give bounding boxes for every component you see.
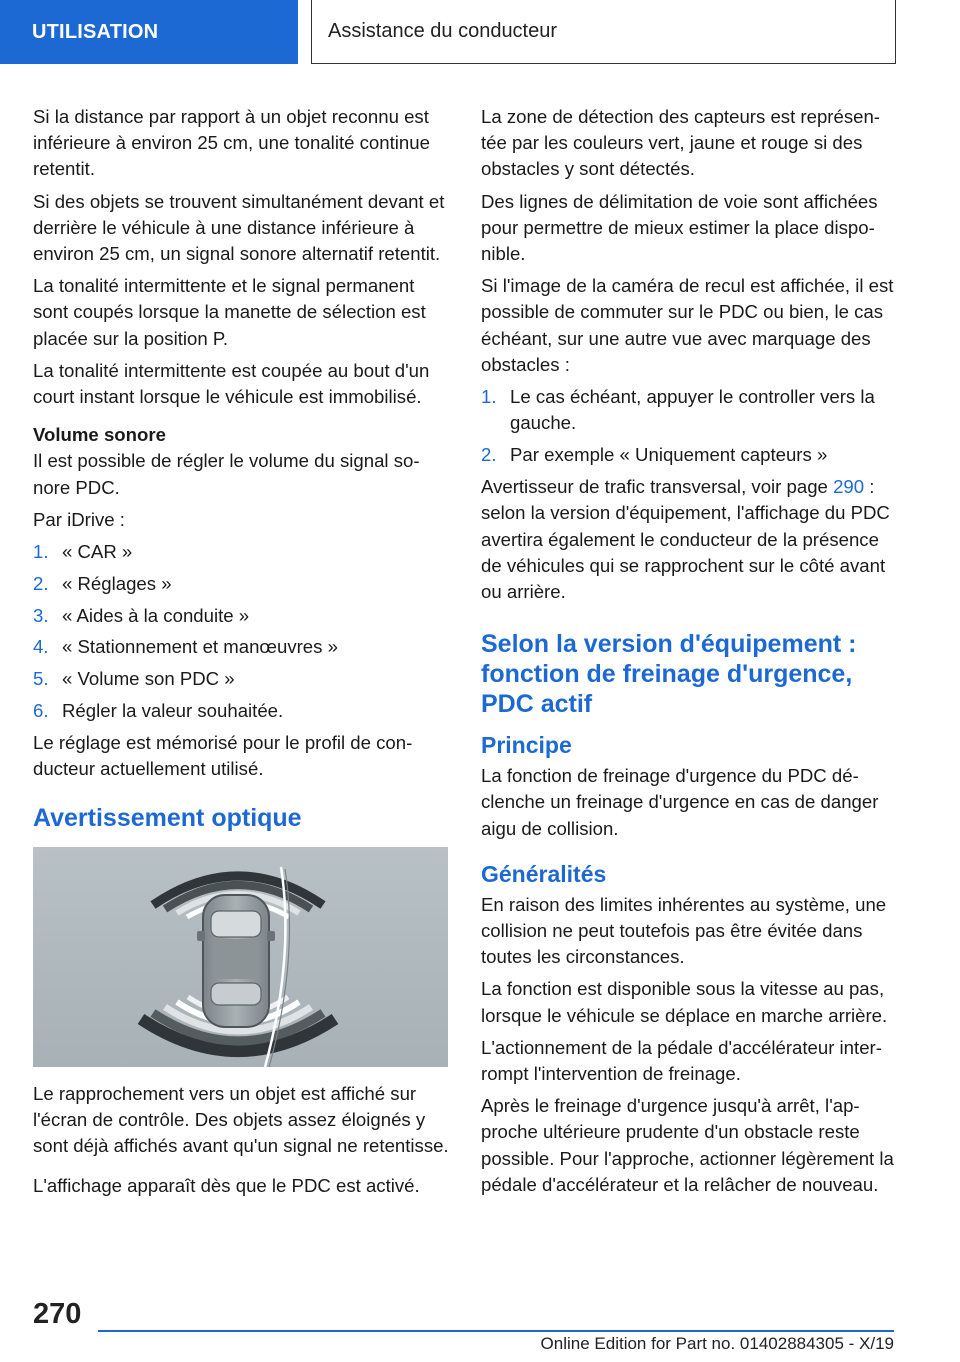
step-text: Régler la valeur souhaitée.	[62, 700, 284, 722]
step-number: 5.	[33, 668, 49, 690]
step-text: « CAR »	[62, 541, 133, 563]
cross-traffic-text-end: : selon la version d'équipement, l'affichage du PDC avertira également le conducteur de la présence de véhicules qui se rapprochent sur le côté avant ou arrière.	[481, 476, 890, 603]
footer-divider	[98, 1330, 894, 1332]
step-text: « Réglages »	[62, 572, 172, 594]
list-item	[33, 634, 449, 660]
step-number: 2.	[33, 572, 49, 594]
step-number: 4.	[33, 636, 49, 658]
paragraph: Après le freinage d'urgence jusqu'à arrêt, l'approche ultérieure prudente d'un obstacle reste possible. Pour l'approche, actionner légèrement la pédale d'accélérateur et la relâcher de nouveau.	[481, 1095, 894, 1195]
optical-warning-heading: Avertissement optique	[33, 803, 302, 832]
cross-traffic-paragraph	[481, 474, 897, 605]
idrive-intro: Par iDrive :	[33, 508, 125, 530]
step-text: Le cas échéant, appuyer le controller vers la gauche.	[510, 386, 875, 434]
step-text: « Stationnement et manœuvres »	[62, 636, 338, 658]
step-text: « Volume son PDC »	[62, 668, 235, 690]
paragraph: En raison des limites inhérentes au système, une collision ne peut toutefois pas être évitée dans toutes les circonstances.	[481, 893, 887, 968]
idrive-steps	[33, 539, 449, 724]
paragraph: Si la distance par rapport à un objet reconnu est inférieure à environ 25 cm, une tonalité continue retentit.	[33, 106, 430, 180]
paragraph: Si des objets se trouvent simultanément devant et derrière le véhicule à une distance inférieure à environ 25 cm, un signal sonore alternatif retentit.	[33, 190, 445, 265]
page-link[interactable]: 290	[833, 476, 865, 498]
principle-heading: Principe	[481, 732, 572, 759]
step-number: 3.	[33, 604, 49, 626]
paragraph: La tonalité intermittente est coupée au bout d'un court instant lorsque le véhicule est immobilisé.	[33, 359, 430, 408]
paragraph: La fonction est disponible sous la vitesse au pas, lorsque le véhicule se déplace en marche arrière.	[481, 978, 888, 1026]
left-column	[33, 104, 449, 1205]
edition-note: Online Edition for Part no. 01402884305 - X/19	[540, 1334, 894, 1353]
paragraph: La zone de détection des capteurs est représentée par les couleurs vert, jaune et rouge si des obstacles y sont détectés.	[481, 106, 880, 180]
paragraph: L'actionnement de la pédale d'accélérateur interrompt l'intervention de freinage.	[481, 1036, 882, 1085]
list-item	[33, 571, 449, 597]
right-column	[481, 104, 897, 1204]
step-number: 1.	[481, 386, 497, 408]
list-item	[481, 384, 897, 436]
camera-steps	[481, 384, 897, 468]
paragraph: Si l'image de la caméra de recul est affichée, il est possible de commuter sur le PDC ou bien, le cas échéant, sur une autre vue avec marquage des obstacles :	[481, 275, 894, 375]
step-text: Par exemple « Uniquement capteurs »	[510, 444, 828, 466]
section-heading: Selon la version d'équipement : fonction de freinage d'urgence, PDC actif	[481, 630, 857, 719]
page-header	[0, 0, 960, 66]
pdc-display-illustration	[33, 847, 448, 1067]
volume-heading: Volume sonore	[33, 424, 166, 446]
paragraph: Le réglage est mémorisé pour le profil de conducteur actuellement utilisé.	[33, 732, 413, 780]
section-tab: UTILISATION	[0, 0, 298, 64]
paragraph: L'affichage apparaît dès que le PDC est activé.	[33, 1175, 420, 1197]
paragraph: Des lignes de délimitation de voie sont affichées pour permettre de mieux estimer la place disponible.	[481, 190, 878, 265]
step-number: 6.	[33, 700, 49, 722]
paragraph: Il est possible de régler le volume du signal sonore PDC.	[33, 450, 420, 498]
list-item	[33, 603, 449, 629]
general-heading: Généralités	[481, 860, 607, 887]
paragraph: La fonction de freinage d'urgence du PDC déclenche un freinage d'urgence en cas de danger aigu de collision.	[481, 765, 879, 839]
list-item	[33, 666, 449, 692]
paragraph: Le rapprochement vers un objet est affiché sur l'écran de contrôle. Des objets assez éloignés y sont déjà affichés avant qu'un signal ne retentisse.	[33, 1082, 449, 1157]
list-item	[33, 698, 449, 724]
paragraph: La tonalité intermittente et le signal permanent sont coupés lorsque la manette de sélection est placée sur la position P.	[33, 275, 426, 349]
list-item	[33, 539, 449, 565]
list-item	[481, 442, 897, 468]
page-number: 270	[33, 1298, 82, 1330]
step-number: 2.	[481, 444, 497, 466]
cross-traffic-text: Avertisseur de trafic transversal, voir page	[481, 476, 834, 498]
step-number: 1.	[33, 541, 49, 563]
step-text: « Aides à la conduite »	[62, 604, 250, 626]
chapter-title: Assistance du conducteur	[311, 0, 896, 64]
